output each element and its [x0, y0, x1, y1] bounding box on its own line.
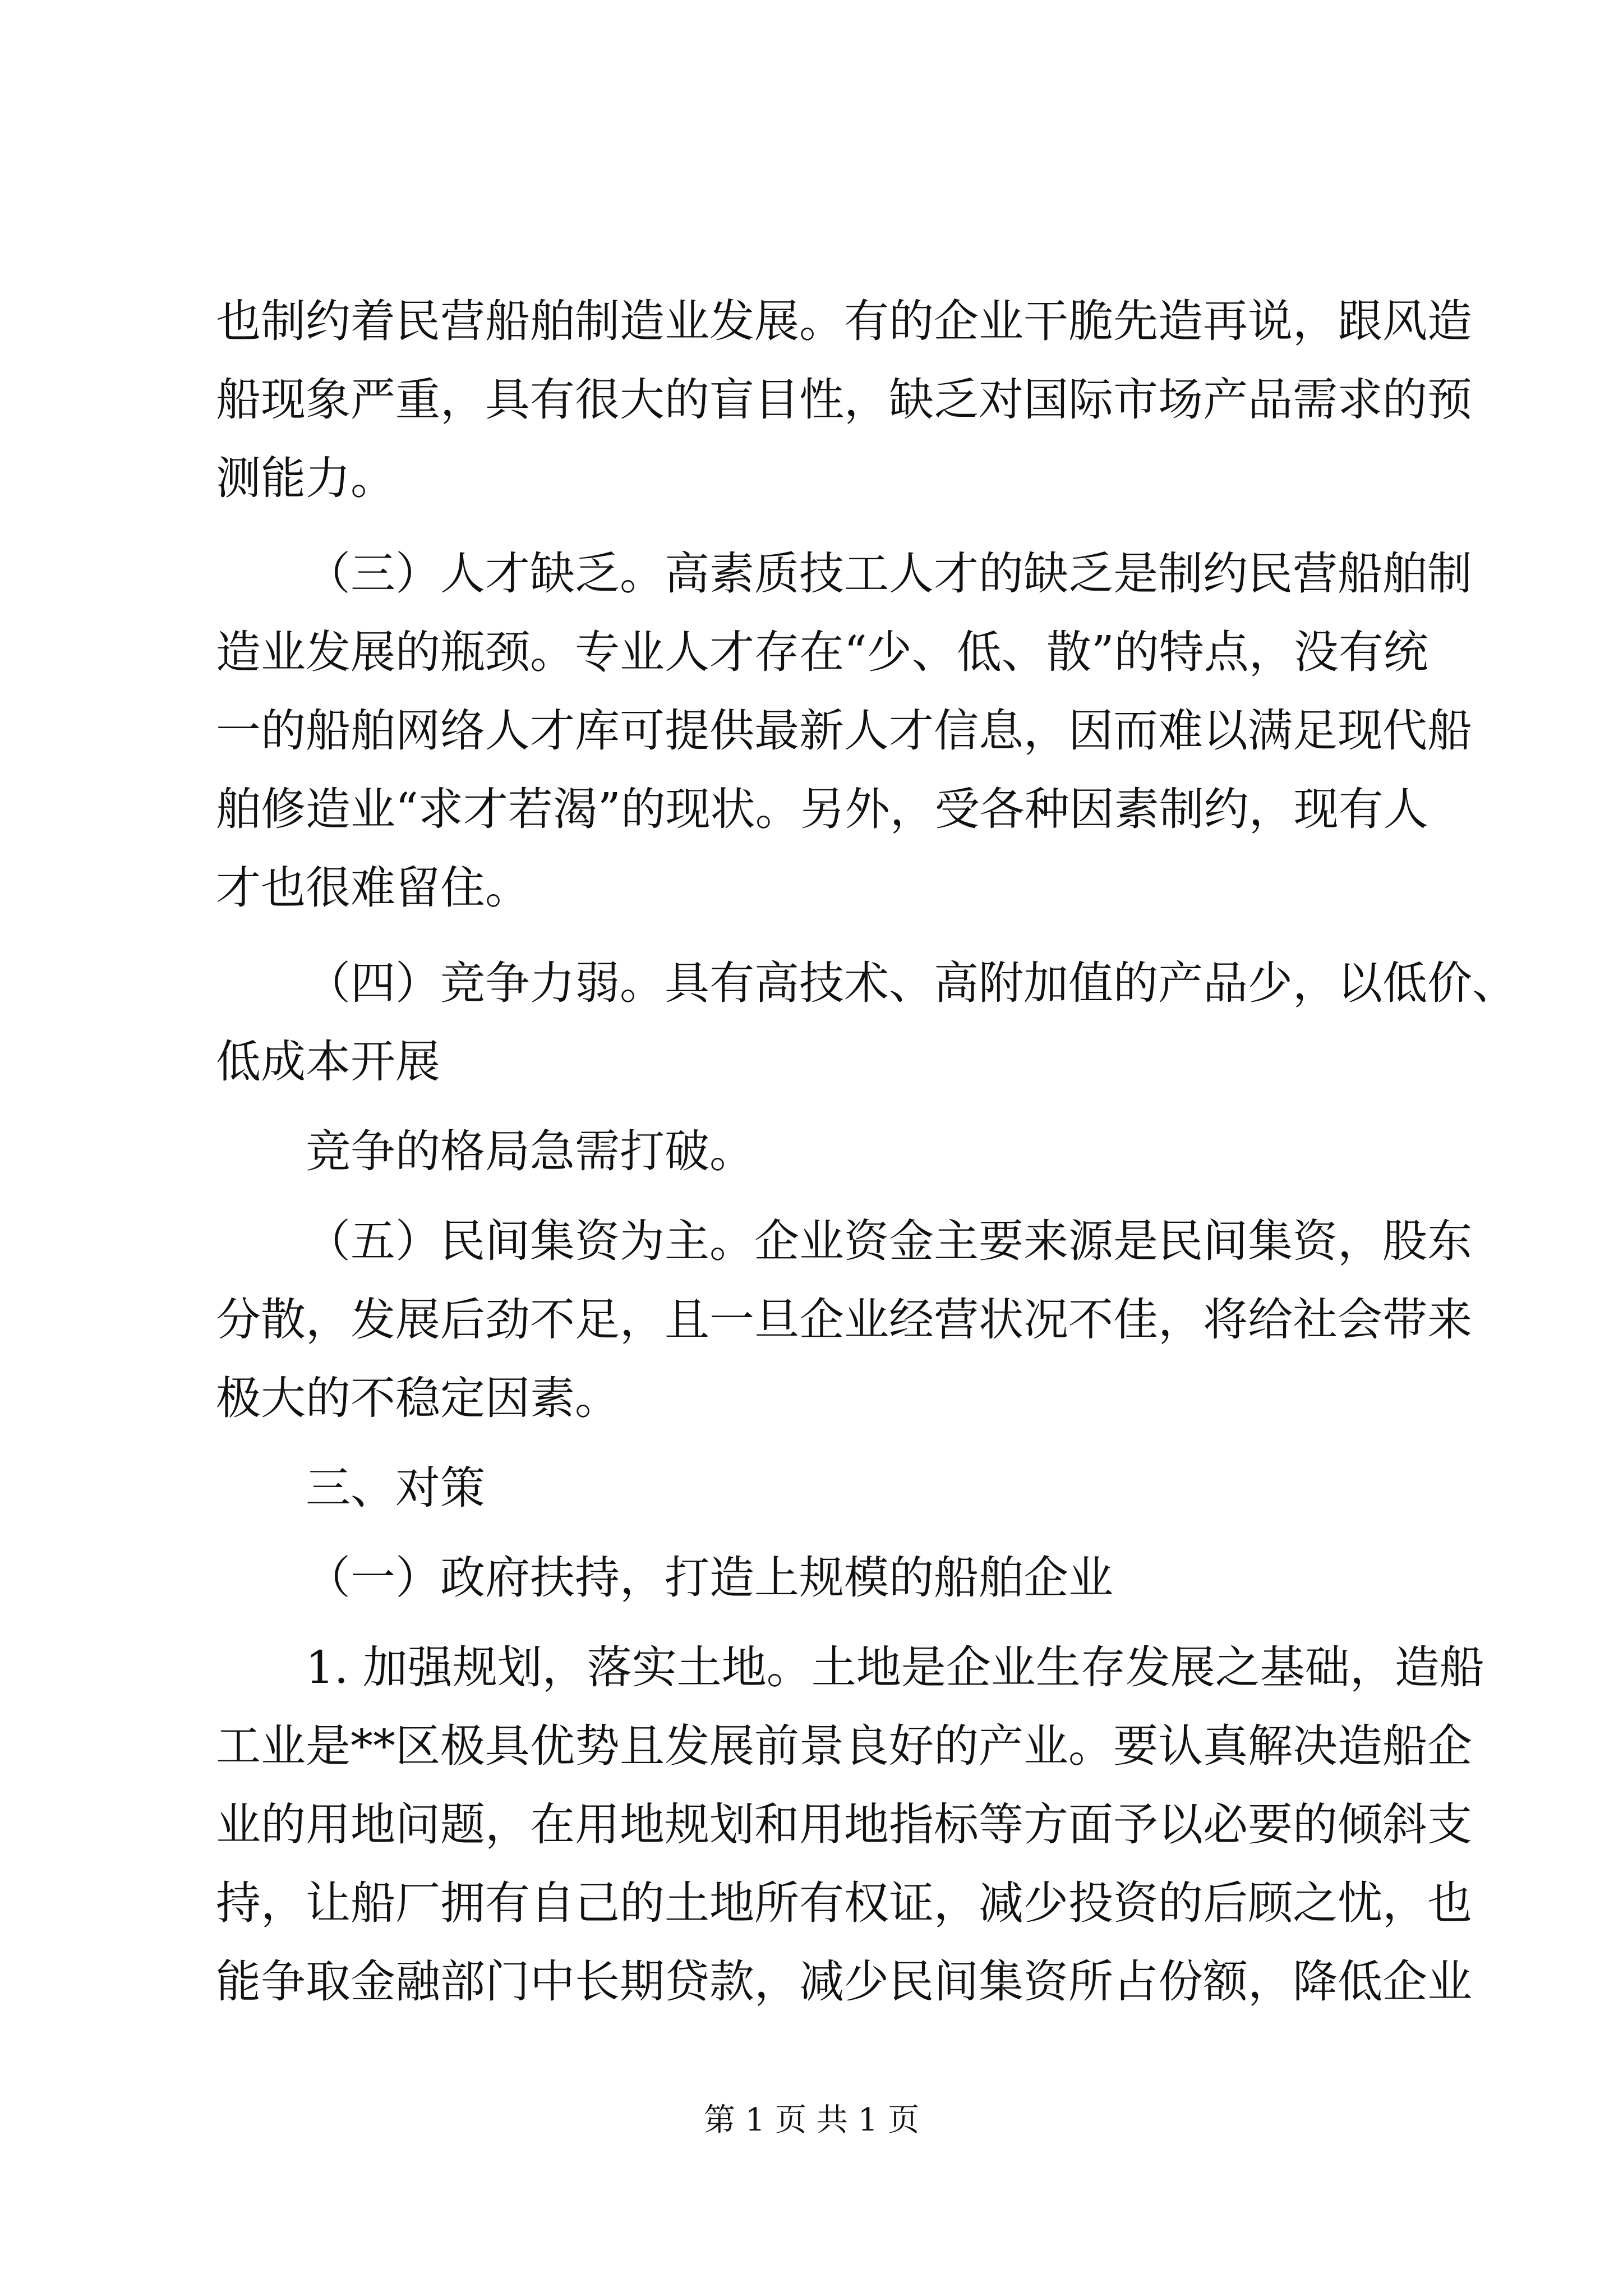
subsection-heading: （一）政府扶持，打造上规模的船舶企业 [306, 1552, 1113, 1604]
text-line: 一的船舶网络人才库可提供最新人才信息，因而难以满足现代船 [216, 705, 1472, 757]
text-line: （三）人才缺乏。高素质技工人才的缺乏是制约民营船舶制 [306, 547, 1472, 600]
text-line: 能争取金融部门中长期贷款，减少民间集资所占份额，降低企业 [216, 1955, 1472, 2008]
text-line: 也制约着民营船舶制造业发展。有的企业干脆先造再说，跟风造 [216, 295, 1472, 347]
text-line: 业的用地问题，在用地规划和用地指标等方面予以必要的倾斜支 [216, 1798, 1472, 1851]
text-line: 才也很难留住。 [216, 862, 530, 914]
page-footer: 第 1 页 共 1 页 [703, 2102, 920, 2138]
text-line: 竞争的格局急需打破。 [306, 1125, 754, 1177]
text-line: 工业是**区极具优势且发展前景良好的产业。要认真解决造船企 [216, 1720, 1472, 1772]
text-line: 舶修造业“求才若渴”的现状。另外，受各种因素制约，现有人 [216, 783, 1428, 835]
text-line: 低成本开展 [216, 1036, 440, 1088]
text-line: （五）民间集资为主。企业资金主要来源是民间集资，股东 [306, 1215, 1472, 1267]
text-line: 分散，发展后劲不足，且一旦企业经营状况不佳，将给社会带来 [216, 1294, 1472, 1346]
text-line: 持，让船厂拥有自己的土地所有权证，减少投资的后顾之忧，也 [216, 1877, 1472, 1929]
text-line: 1. 加强规划，落实土地。土地是企业生存发展之基础，造船 [306, 1641, 1484, 1694]
text-line: 船现象严重，具有很大的盲目性，缺乏对国际市场产品需求的预 [216, 374, 1472, 426]
text-line: 极大的不稳定因素。 [216, 1372, 620, 1424]
text-line: 测能力。 [216, 452, 395, 504]
text-line: （四）竞争力弱。具有高技术、高附加值的产品少，以低价、 [306, 957, 1517, 1009]
text-line: 造业发展的瓶颈。专业人才存在“少、低、散”的特点，没有统 [216, 626, 1428, 678]
section-heading: 三、对策 [306, 1462, 485, 1514]
